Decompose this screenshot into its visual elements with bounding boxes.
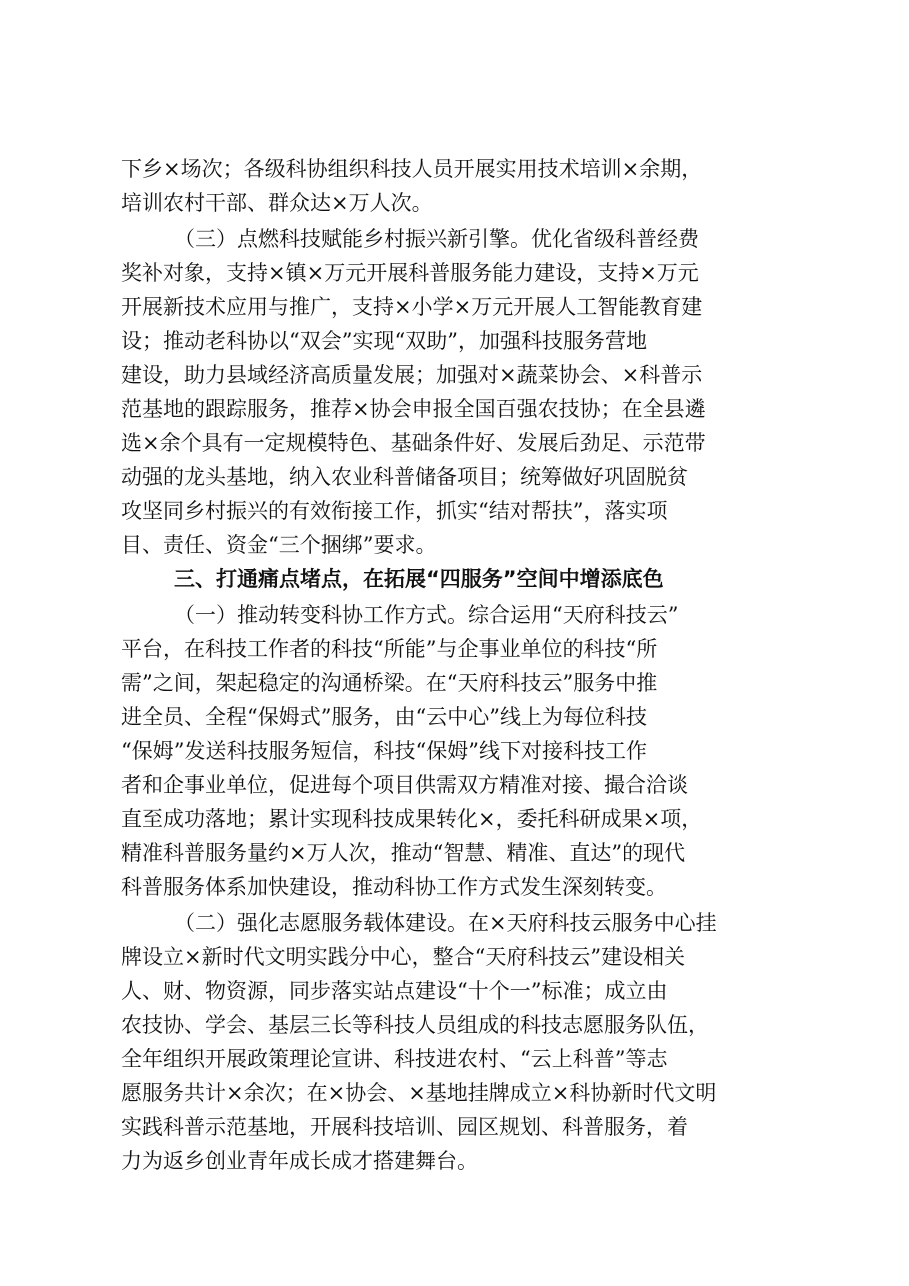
paragraph-line: 愿服务共计×余次；在×协会、×基地挂牌成立×科协新时代文明 [121,1081,717,1105]
paragraph-line: 全年组织开展政策理论宣讲、科技进农村、“云上科普”等志 [121,1047,668,1071]
paragraph-line: 科普服务体系加快建设，推动科协工作方式发生深刻转变。 [121,875,667,899]
paragraph-line: 设；推动老科协以“双会”实现“双助”，加强科技服务营地 [121,329,647,353]
paragraph-line: 直至成功落地；累计实现科技成果转化×，委托科研成果×项， [121,807,703,831]
paragraph-line: 平台，在科技工作者的科技“所能”与企事业单位的科技“所 [121,637,658,661]
paragraph-line: 牌设立×新时代文明实践分中心，整合“天府科技云”建设相关 [121,945,686,969]
paragraph-line: 下乡×场次；各级科协组织科技人员开展实用技术培训×余期， [121,157,703,181]
paragraph-line: 人、财、物资源，同步落实站点建设“十个一”标准；成立由 [121,979,668,1003]
paragraph-line: 攻坚同乡村振兴的有效衔接工作，抓实“结对帮扶”，落实项 [121,499,668,523]
paragraph-line: 目、责任、资金“三个捆绑”要求。 [121,533,437,557]
paragraph-line: 力为返乡创业青年成长成才搭建舞台。 [121,1149,478,1173]
paragraph-line: 精准科普服务量约×万人次，推动“智慧、精准、直达”的现代 [121,841,686,865]
paragraph-line: 开展新技术应用与推广，支持×小学×万元开展人工智能教育建 [121,295,703,319]
paragraph-line: 实践科普示范基地，开展科技培训、园区规划、科普服务，着 [121,1115,688,1139]
paragraph-line: 培训农村干部、群众达×万人次。 [121,191,433,215]
paragraph-line: 范基地的跟踪服务，推荐×协会申报全国百强农技协；在全县遴 [121,397,706,421]
section-heading: 三、打通痛点堵点，在拓展“四服务”空间中增添底色 [174,567,664,591]
paragraph-line: 奖补对象，支持×镇×万元开展科普服务能力建设，支持×万元 [121,261,699,285]
paragraph-line: 建设，助力县域经济高质量发展；加强对×蔬菜协会、×科普示 [121,363,703,387]
paragraph-line: 进全员、全程“保姆式”服务，由“云中心”线上为每位科技 [121,705,647,729]
paragraph-line: （一）推动转变科协工作方式。综合运用“天府科技云” [174,603,679,627]
paragraph-line: “保姆”发送科技服务短信，科技“保姆”线下对接科技工作 [121,739,647,763]
paragraph-line: 者和企事业单位，促进每个项目供需双方精准对接、撮合洽谈 [121,773,688,797]
paragraph-line: （二）强化志愿服务载体建设。在×天府科技云服务中心挂 [174,911,717,935]
paragraph-line: 选×余个具有一定规模特色、基础条件好、发展后劲足、示范带 [121,431,706,455]
paragraph-line: 农技协、学会、基层三长等科技人员组成的科技志愿服务队伍， [121,1013,709,1037]
paragraph-line: 需”之间，架起稳定的沟通桥梁。在“天府科技云”服务中推 [121,671,658,695]
paragraph-line: （三）点燃科技赋能乡村振兴新引擎。优化省级科普经费 [174,227,699,251]
paragraph-line: 动强的龙头基地，纳入农业科普储备项目；统筹做好巩固脱贫 [121,465,688,489]
